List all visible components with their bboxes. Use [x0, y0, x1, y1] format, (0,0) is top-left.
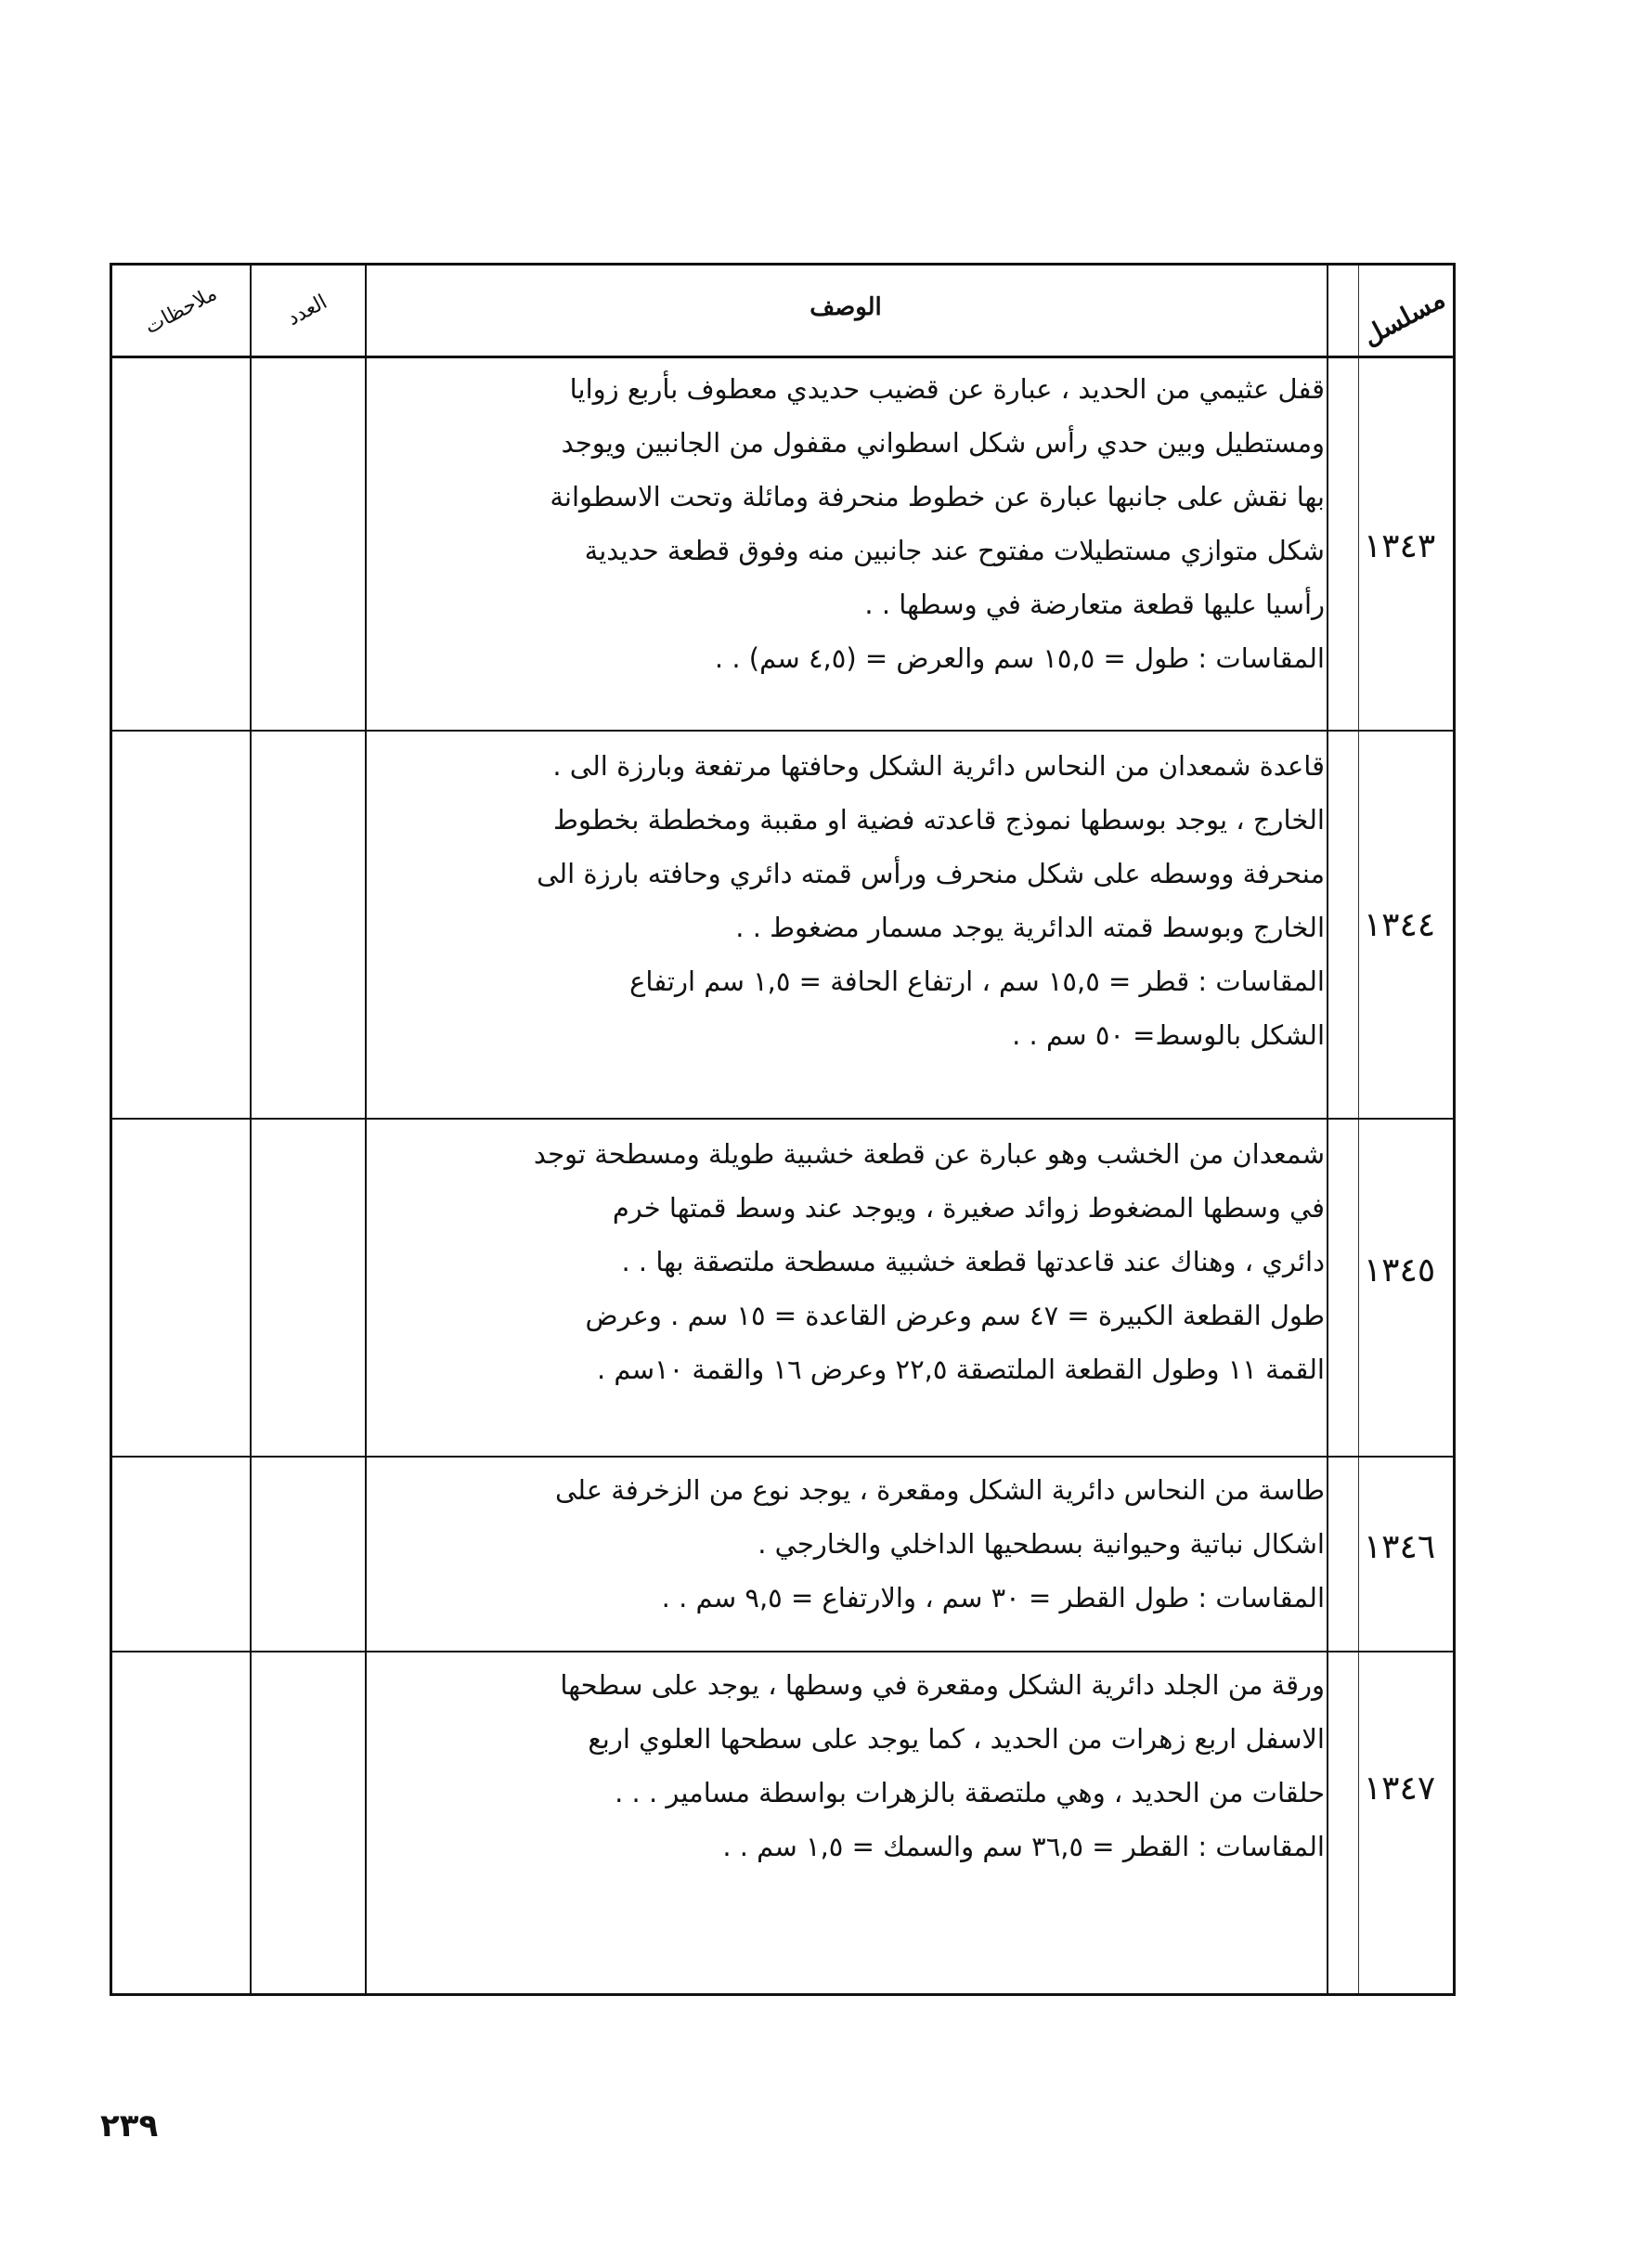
row-serial: ١٣٤٥: [1363, 1251, 1436, 1290]
row-description: [367, 739, 1325, 1062]
page-number: ٢٣٩: [100, 2107, 159, 2145]
description-line: قاعدة شمعدان من النحاس دائرية الشكل وحافتها مرتفعة وبارزة الى .: [552, 750, 1325, 782]
description-line: طول القطعة الكبيرة = ٤٧ سم وعرض القاعدة = ١٥ سم . وعرض: [585, 1300, 1325, 1331]
description-line: منحرفة ووسطه على شكل منحرف ورأس قمته دائري وحافته بارزة الى: [537, 858, 1325, 889]
description-line: شكل متوازي مستطيلات مفتوح عند جانبين منه وفوق قطعة حديدية: [584, 535, 1325, 566]
header-description: الوصف: [810, 293, 882, 321]
description-line: المقاسات : القطر = ٣٦,٥ سم والسمك = ١,٥ سم . .: [722, 1831, 1325, 1862]
description-line: ورقة من الجلد دائرية الشكل ومقعرة في وسطها ، يوجد على سطحها: [560, 1669, 1325, 1701]
row-description: [367, 362, 1325, 685]
description-line: حلقات من الحديد ، وهي ملتصقة بالزهرات بواسطة مسامير . . .: [615, 1777, 1325, 1808]
row-description: [367, 1127, 1325, 1396]
header-count: العدد: [283, 290, 331, 331]
row-description: [367, 1463, 1325, 1625]
column-divider-notes: [250, 266, 252, 1993]
description-line: رأسيا عليها قطعة متعارضة في وسطها . .: [864, 589, 1325, 620]
description-line: القمة ١١ وطول القطعة الملتصقة ٢٢,٥ وعرض ١٦ والقمة ١٠سم .: [597, 1354, 1325, 1385]
description-line: المقاسات : طول = ١٥,٥ سم والعرض = (٤,٥ سم) . .: [714, 642, 1325, 674]
description-line: الخارج ، يوجد بوسطها نموذج قاعدته فضية او مقببة ومخططة بخطوط: [553, 804, 1325, 836]
description-line: الاسفل اربع زهرات من الحديد ، كما يوجد على سطحها العلوي اربع: [588, 1723, 1325, 1755]
row-serial: ١٣٤٧: [1363, 1769, 1436, 1808]
description-line: ومستطيل وبين حدي رأس شكل اسطواني مقفول من الجانبين ويوجد: [561, 427, 1325, 459]
header-divider: [112, 356, 1453, 358]
description-line: الخارج وبوسط قمته الدائرية يوجد مسمار مضغوط . .: [735, 912, 1325, 943]
description-line: المقاسات : طول القطر = ٣٠ سم ، والارتفاع = ٩,٥ سم . .: [661, 1582, 1325, 1614]
description-line: الشكل بالوسط= ٥٠ سم . .: [1012, 1019, 1325, 1051]
description-line: المقاسات : قطر = ١٥,٥ سم ، ارتفاع الحافة = ١,٥ سم ارتفاع: [629, 966, 1325, 997]
description-line: اشكال نباتية وحيوانية بسطحيها الداخلي والخارجي .: [758, 1528, 1325, 1560]
description-line: دائري ، وهناك عند قاعدتها قطعة خشبية مسطحة ملتصقة بها . .: [621, 1246, 1325, 1277]
row-divider: [112, 1118, 1453, 1120]
catalog-table: [110, 263, 1456, 1996]
row-divider: [112, 730, 1453, 732]
row-serial: ١٣٤٤: [1363, 906, 1436, 944]
row-description: [367, 1658, 1325, 1873]
header-notes: ملاحظات: [141, 281, 221, 340]
column-divider-blank: [1358, 266, 1359, 1993]
row-serial: ١٣٤٣: [1363, 527, 1436, 565]
description-line: في وسطها المضغوط زوائد صغيرة ، ويوجد عند وسط قمتها خرم: [612, 1192, 1325, 1224]
header-serial: مسلسل: [1357, 283, 1451, 353]
description-line: طاسة من النحاس دائرية الشكل ومقعرة ، يوجد نوع من الزخرفة على: [554, 1474, 1325, 1506]
row-divider: [112, 1456, 1453, 1458]
description-line: قفل عثيمي من الحديد ، عبارة عن قضيب حديدي معطوف بأربع زوايا: [569, 373, 1325, 405]
description-line: شمعدان من الخشب وهو عبارة عن قطعة خشبية طويلة ومسطحة توجد: [533, 1138, 1325, 1170]
column-divider-description: [1327, 266, 1328, 1993]
description-line: بها نقش على جانبها عبارة عن خطوط منحرفة ومائلة وتحت الاسطوانة: [550, 481, 1325, 512]
row-serial: ١٣٤٦: [1363, 1528, 1436, 1566]
row-divider: [112, 1651, 1453, 1652]
